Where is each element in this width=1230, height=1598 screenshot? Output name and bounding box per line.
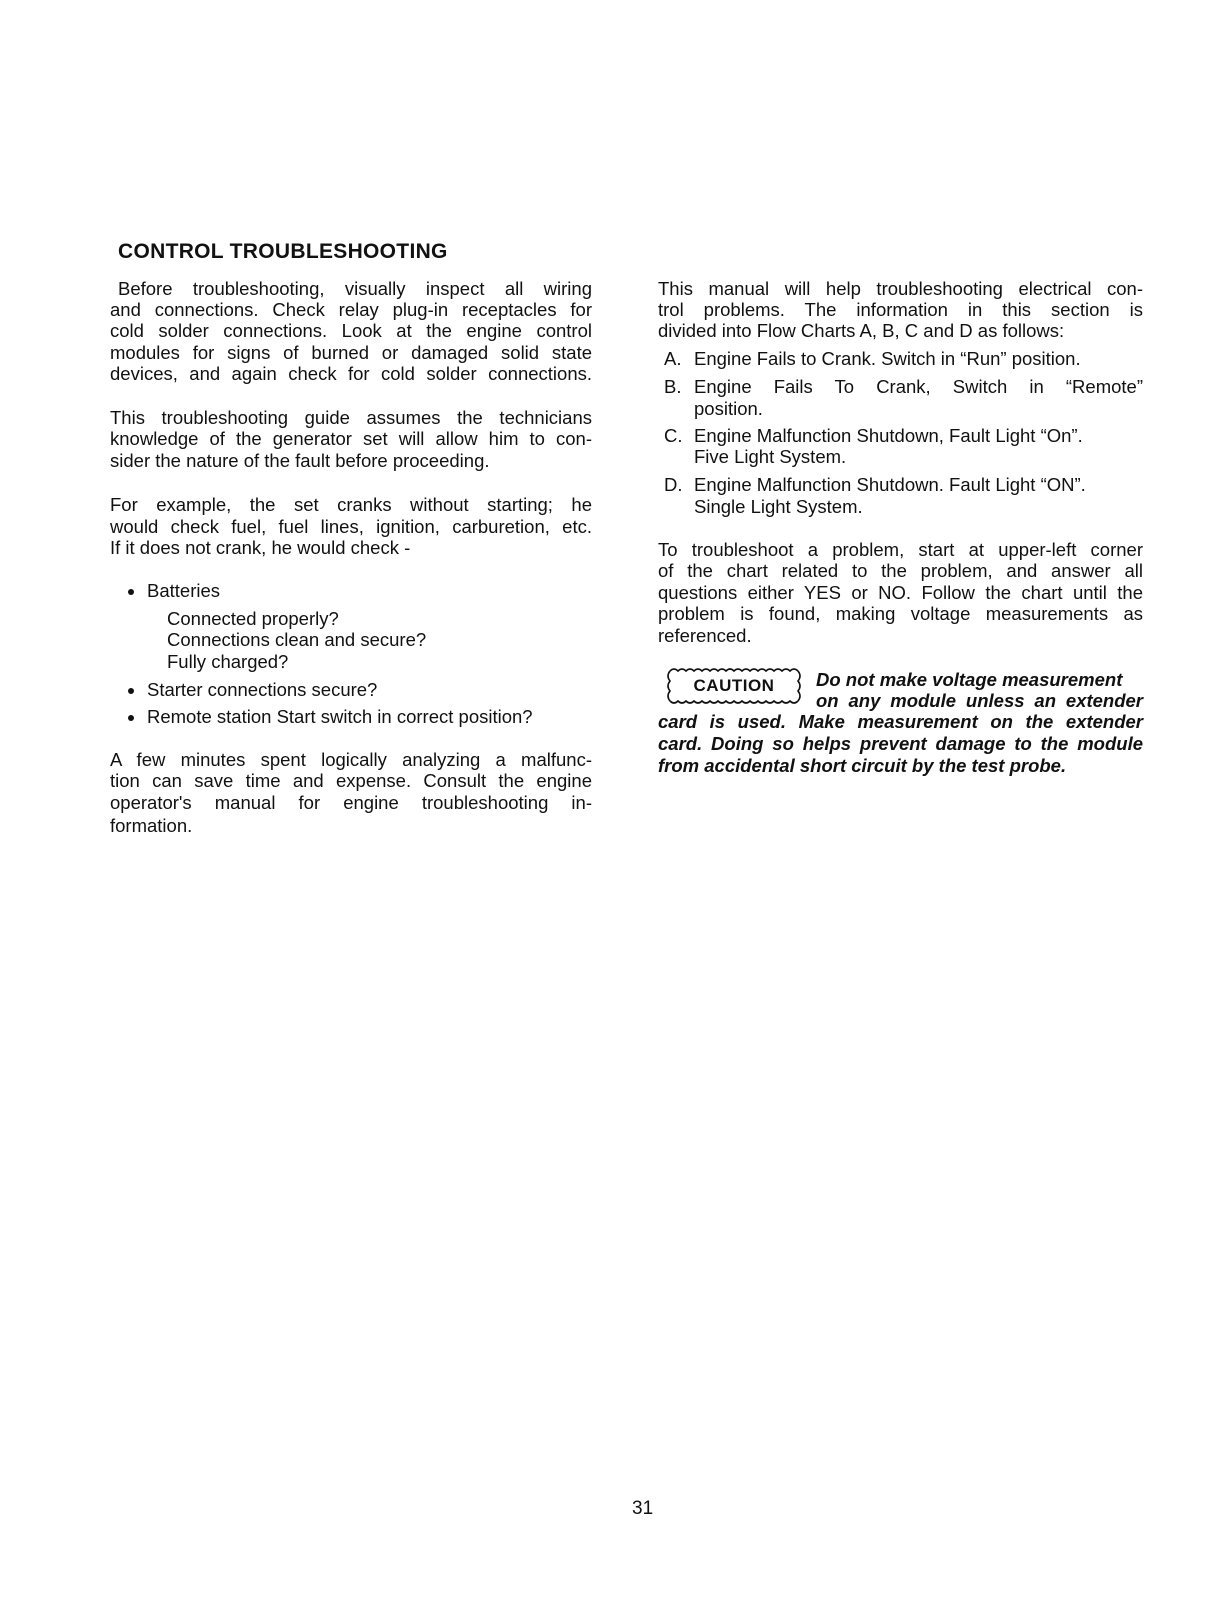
paragraph-line: cold solder connections. Look at the engine control — [110, 320, 592, 341]
list-item: Engine Malfunction Shutdown. Fault Light “ON”. — [694, 474, 1086, 495]
bullet-icon — [128, 589, 134, 595]
section-title: CONTROL TROUBLESHOOTING — [118, 240, 448, 263]
list-marker: A. — [664, 348, 682, 369]
paragraph-line: problem is found, making voltage measurements as — [658, 603, 1143, 624]
paragraph-line: To troubleshoot a problem, start at upper-left corner — [658, 539, 1143, 560]
list-marker: C. — [664, 425, 683, 446]
paragraph-line: A few minutes spent logically analyzing a malfunc- — [110, 749, 592, 770]
paragraph-line: For example, the set cranks without starting; he — [110, 494, 592, 515]
caution-badge — [664, 667, 804, 705]
bullet-item: Remote station Start switch in correct position? — [147, 706, 533, 727]
paragraph-line: formation. — [110, 815, 193, 836]
paragraph-line: trol problems. The information in this section is — [658, 299, 1143, 320]
paragraph-line: referenced. — [658, 625, 752, 646]
list-item: Five Light System. — [694, 446, 847, 467]
sub-item: Fully charged? — [167, 651, 289, 672]
caution-text: card. Doing so helps prevent damage to the module — [658, 733, 1143, 754]
paragraph-line: tion can save time and expense. Consult the engine — [110, 770, 592, 791]
paragraph-line: questions either YES or NO. Follow the chart until the — [658, 582, 1143, 603]
list-marker: D. — [664, 474, 683, 495]
list-item: Engine Malfunction Shutdown, Fault Light “On”. — [694, 425, 1083, 446]
paragraph-line: This manual will help troubleshooting electrical con- — [658, 278, 1143, 299]
page-number: 31 — [632, 1498, 654, 1519]
caution-text: from accidental short circuit by the test probe. — [658, 755, 1067, 776]
paragraph-line: modules for signs of burned or damaged solid state — [110, 342, 592, 363]
bullet-icon — [128, 688, 134, 694]
list-item: position. — [694, 398, 763, 419]
paragraph-line: Before troubleshooting, visually inspect all wiring — [118, 278, 592, 299]
caution-label: CAUTION — [693, 676, 775, 695]
bullet-item: Starter connections secure? — [147, 679, 378, 700]
list-item: Engine Fails to Crank. Switch in “Run” position. — [694, 348, 1081, 369]
bullet-item: Batteries — [147, 580, 221, 601]
paragraph-line: devices, and again check for cold solder connections. — [110, 363, 592, 384]
paragraph-line: knowledge of the generator set will allow him to con- — [110, 428, 592, 449]
list-item: Engine Fails To Crank, Switch in “Remote” — [694, 376, 1143, 397]
caution-text: card is used. Make measurement on the extender — [658, 711, 1143, 732]
list-marker: B. — [664, 376, 682, 397]
paragraph-line: This troubleshooting guide assumes the technicians — [110, 407, 592, 428]
list-item: Single Light System. — [694, 496, 863, 517]
paragraph-line: operator's manual for engine troubleshooting in- — [110, 792, 592, 813]
paragraph-line: of the chart related to the problem, and answer all — [658, 560, 1143, 581]
caution-text: on any module unless an extender — [816, 690, 1143, 711]
paragraph-line: would check fuel, fuel lines, ignition, carburetion, etc. — [110, 516, 592, 537]
caution-text: Do not make voltage measurement — [816, 669, 1123, 690]
paragraph-line: divided into Flow Charts A, B, C and D as follows: — [658, 320, 1065, 341]
paragraph-line: and connections. Check relay plug-in receptacles for — [110, 299, 592, 320]
sub-item: Connections clean and secure? — [167, 629, 427, 650]
paragraph-line: sider the nature of the fault before proceeding. — [110, 450, 490, 471]
sub-item: Connected properly? — [167, 608, 339, 629]
bullet-icon — [128, 715, 134, 721]
paragraph-line: If it does not crank, he would check - — [110, 537, 411, 558]
